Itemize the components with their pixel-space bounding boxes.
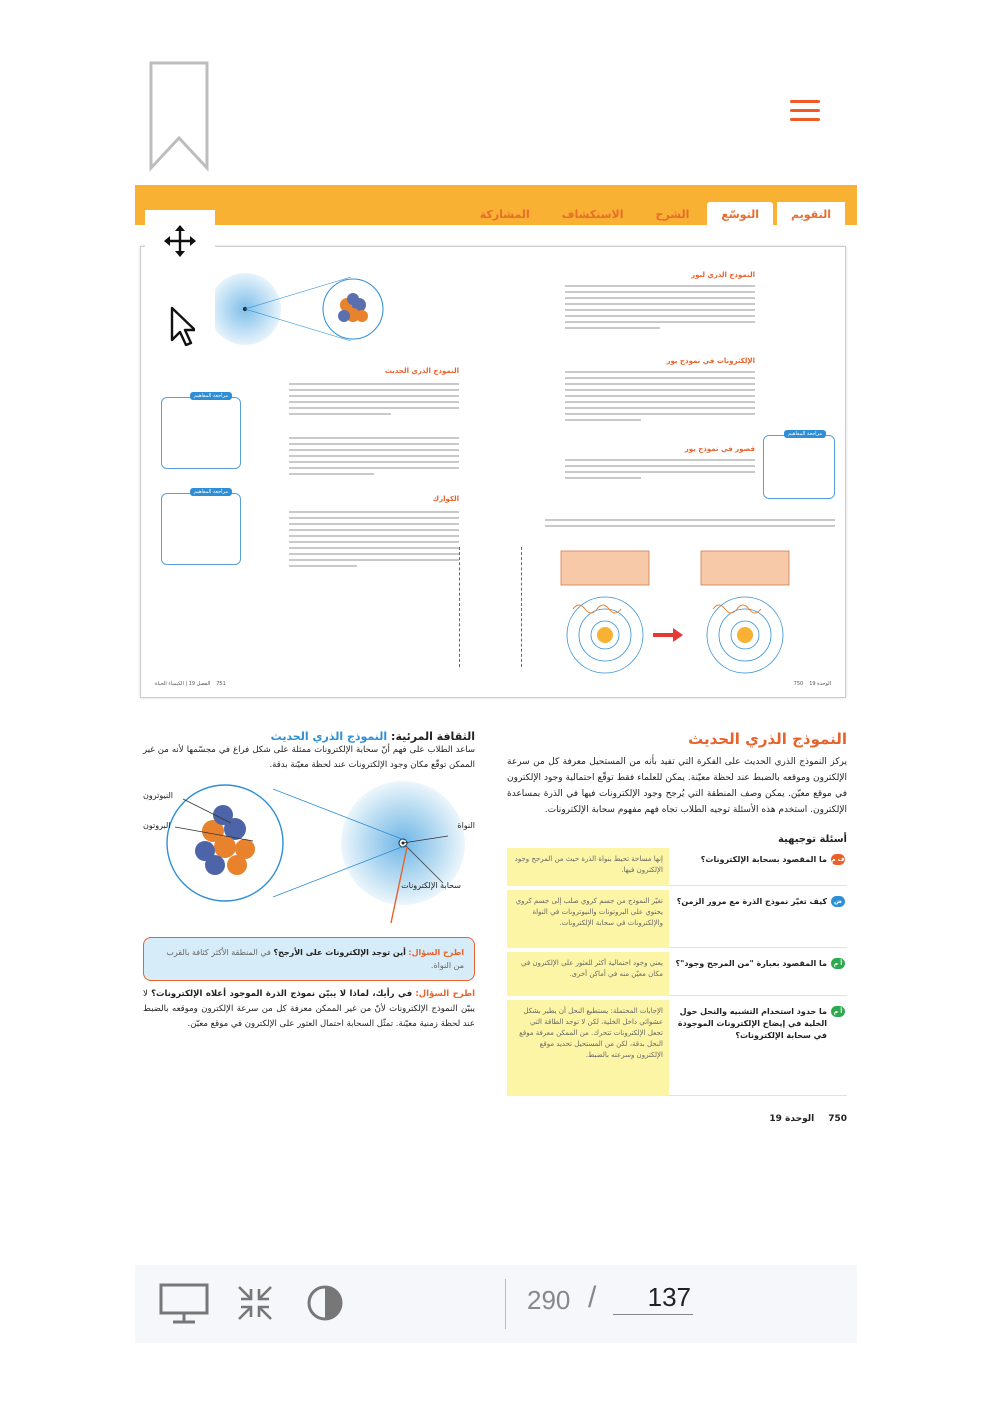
side-box-2: مراجعة المفاهيم	[161, 493, 241, 565]
tab-exploration[interactable]: الاستكشاف	[561, 208, 624, 221]
left-page-footer: 751 الفصل 19 | الكيمياء الحياة	[155, 681, 226, 687]
answer-cell: الإجابات المحتملة: يستطيع النحل أن يطير بشكل عشوائي داخل الخلية، لكن لا توجد الطاقة التي تجعل الإلكترونات تتحرك. من الممكن معرفة موقع النحل بدقة، لكن من المستحيل تحديد موقع الإلكترون وسرعته بالضبط.	[507, 1000, 669, 1096]
tab-evaluation[interactable]: التقويم	[777, 202, 845, 225]
side-box-3: مراجعة المفاهيم	[763, 435, 835, 499]
page-total: 290	[527, 1285, 571, 1315]
page-footer	[769, 1114, 847, 1124]
guiding-questions-table	[507, 848, 847, 1100]
teacher-guide-content	[135, 718, 857, 1138]
ask-question-paragraph: اطرح السؤال: في رأيك، لماذا لا يبيّن نموذج الذرة الموجود أعلاه الإلكترونات؟ لا يبيّن النموذج الإلكترونات لأنّ من غير الممكن معرفة كل من سرعة الإلكترون وموقعه بالضبط عند لحظة زمنية معيّنة. تمثّل السحابة احتمال العثور على الإلكترون في موقع معيّن.	[143, 989, 475, 1029]
collapse-icon[interactable]	[235, 1283, 275, 1323]
atom-mini-diagram	[201, 259, 401, 359]
bohr-diagram	[533, 547, 823, 677]
toolbar-divider	[505, 1279, 506, 1329]
ask-question-callout: اطرح السؤال: أين توجد الإلكترونات على الأرجح؟ في المنطقة الأكثر كثافة بالقرب من النواة.	[143, 937, 475, 981]
right-page-footer: الوحدة 19 750	[793, 681, 831, 687]
right-page-heading3: قصور في نموذج بور	[684, 445, 755, 453]
label-electron-cloud: سحابة الإلكترونات	[401, 881, 461, 890]
level-badge: أ م	[831, 1006, 845, 1017]
footer-unit: الوحدة 19	[769, 1114, 815, 1124]
level-badge: ف م	[831, 856, 845, 863]
left-page-heading2: الكوارك	[432, 495, 459, 503]
tab-extension[interactable]: التوسّع	[707, 202, 773, 225]
tab-participation[interactable]: المشاركة	[479, 208, 530, 221]
visual-literacy-title: الثقافة المرئية: النموذج الذري الحديث	[270, 730, 475, 743]
question-row: أ م ما حدود استخدام التشبيه والنحل حول الخلية في إيضاح الإلكترونات الموجودة في سحابة الإلكترونات؟ الإجابات المحتملة: يستطيع النحل أن يطير بشكل عشوائي داخل الخلية، لكن لا توجد الطاقة التي تجعل الإلكترونات تتحرك. من الممكن معرفة موقع النحل بدقة، لكن من المستحيل تحديد موقع الإلكترون وسرعته بالضبط.	[507, 1000, 847, 1096]
contrast-icon[interactable]	[305, 1283, 345, 1323]
footer-page-number: 750	[828, 1114, 847, 1124]
guiding-questions-title: أسئلة توجيهية	[777, 834, 847, 845]
answer-cell: يعني وجود احتمالية أكثر للعثور على الإلكترون في مكان معيّن منه في أماكن أخرى.	[507, 952, 669, 996]
answer-cell: تغيّر النموذج من جسم كروي صلب إلى جسم كروي يحتوي على البروتونات والنيوترونات في النواة والإلكترونات في سحابة الإلكترونات.	[507, 890, 669, 948]
bottom-toolbar	[135, 1265, 857, 1343]
section-tabbar	[135, 185, 857, 225]
move-icon[interactable]	[163, 224, 197, 258]
side-box-1: مراجعة المفاهيم	[161, 397, 241, 469]
visual-literacy-column	[143, 730, 475, 1032]
question-row: أ م ما المقصود بعبارة "من المرجح وجود"؟ يعني وجود احتمالية أكثر للعثور على الإلكترون في مكان معيّن منه في أماكن أخرى.	[507, 952, 847, 996]
page-number-input[interactable]	[613, 1281, 693, 1315]
monitor-icon[interactable]	[159, 1283, 209, 1325]
answer-cell: إنها مساحة تحيط بنواة الذرة حيث من المرجح وجود الإلكترون فيها.	[507, 848, 669, 886]
label-proton: البروتون	[143, 821, 171, 830]
right-page	[493, 247, 845, 697]
visual-literacy-text: ساعد الطلاب على فهم أنّ سحابة الإلكترونات ممثلة على شكل فراغ في مجسّمها لأنه من غير الممكن توقّع مكان وجود الإلكترونات عند لحظة معيّنة بدقة.	[143, 745, 475, 770]
pointer-icon[interactable]	[169, 306, 195, 348]
section-title: النموذج الذري الحديث	[688, 730, 847, 748]
book-spread-preview[interactable]	[140, 246, 846, 698]
left-page-heading: النموذج الذري الحديث	[384, 367, 459, 375]
bookmark-icon[interactable]	[148, 60, 210, 172]
level-badge: ض م	[831, 896, 845, 907]
label-nucleus: النواة	[457, 821, 475, 830]
label-neutron: النيوترون	[143, 791, 173, 800]
intro-paragraph: يركز النموذج الذري الحديث على الفكرة التي تفيد بأنه من المستحيل معرفة كل من سرعة الإلكترون وموقعه بالضبط عند لحظة معيّنة. يمكن للعلماء فقط توقّع احتمالية وجود الإلكترون في موقع معيّن. يمكن وصف المنطقة التي يُرجح وجود الإلكترونات فيها في الذرة بمساعدة الإلكترون. استخدم هذه الأسئلة توجيه الطلاب تجاه فهم مفهوم سحابة الإلكترونات.	[507, 757, 847, 815]
atom-diagram	[143, 781, 475, 931]
right-page-heading2: الإلكترونات في نموذج بور	[666, 357, 755, 365]
tool-panel	[145, 210, 215, 378]
level-badge: أ م	[831, 958, 845, 969]
menu-icon[interactable]	[788, 96, 824, 126]
page-separator: /	[588, 1281, 597, 1314]
tab-explanation[interactable]: الشرح	[655, 208, 690, 221]
question-row: ف م ما المقصود بسحابة الإلكترونات؟ إنها مساحة تحيط بنواة الذرة حيث من المرجح وجود الإلكترون فيها.	[507, 848, 847, 886]
right-page-heading: النموذج الذري لبور	[691, 271, 755, 279]
question-row: ض م كيف تغيّر نموذج الذرة مع مرور الزمن؟ تغيّر النموذج من جسم كروي صلب إلى جسم كروي يحتوي على البروتونات والنيوترونات في النواة والإلكترونات في سحابة الإلكترونات.	[507, 890, 847, 948]
